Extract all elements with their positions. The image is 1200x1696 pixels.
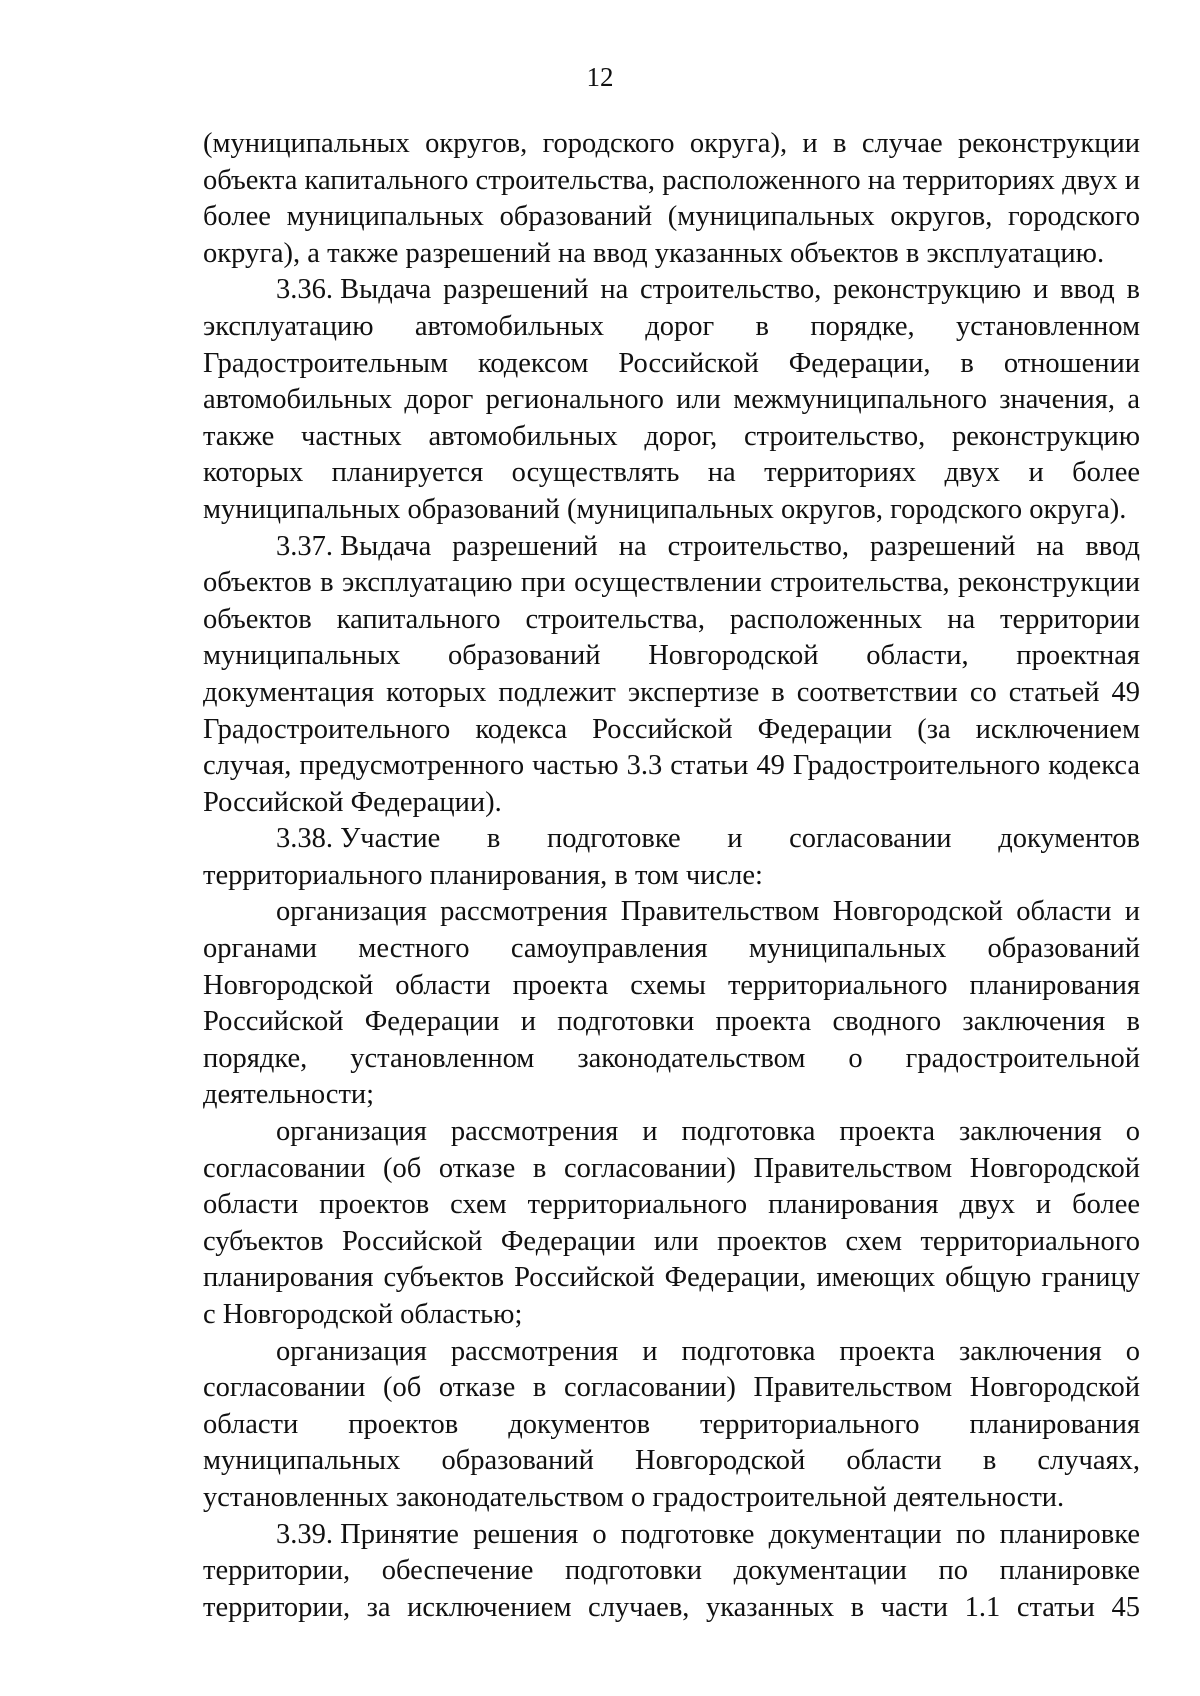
- clause-3-37: [203, 529, 1140, 822]
- sub-item-1: [203, 894, 1140, 1114]
- document-body: [203, 126, 1140, 1626]
- clause-3-36: [203, 272, 1140, 528]
- clause-text: Принятие решения о подготовке документации по планировке территории, обеспечение подготовки документации по планировке территории, за исключением случаев, указанных в части 1.1 статьи 45: [203, 1518, 1140, 1623]
- paragraph-text: (муниципальных округов, городского округа), и в случае реконструкции объекта капитального строительства, расположенного на территориях двух и более муниципальных образований (муниципальных округов, городского округа), а также разрешений на ввод указанных объектов в эксплуатацию.: [203, 128, 1140, 269]
- clause-number: 3.37.: [276, 530, 333, 562]
- sub-item-text: организация рассмотрения и подготовка проекта заключения о согласовании (об отказе в согласовании) Правительством Новгородской области проектов документов территориального планирования муниципальных образований Новгородской области в случаях, установленных законодательством о градостроительной деятельности.: [203, 1335, 1140, 1513]
- clause-3-39: [203, 1517, 1140, 1627]
- clause-text: Выдача разрешений на строительство, разрешений на ввод объектов в эксплуатацию при осуществлении строительства, реконструкции объектов капитального строительства, расположенных на территории муниципальных образований Новгородской области, проектная документация которых подлежит экспертизе в соответствии со статьей 49 Градостроительного кодекса Российской Федерации (за исключением случая, предусмотренного частью 3.3 статьи 49 Градостроительного кодекса Российской Федерации).: [203, 530, 1140, 818]
- clause-number: 3.36.: [276, 274, 333, 306]
- clause-text: Участие в подготовке и согласовании документов территориального планирования, в том числе:: [203, 823, 1140, 891]
- sub-item-text: организация рассмотрения и подготовка проекта заключения о согласовании (об отказе в согласовании) Правительством Новгородской области проектов схем территориального планирования двух и более субъектов Российской Федерации или проектов схем территориального планирования субъектов Российской Федерации, имеющих общую границу с Новгородской областью;: [203, 1116, 1140, 1330]
- paragraph-continuation: [203, 126, 1140, 272]
- clause-number: 3.39.: [276, 1518, 333, 1550]
- sub-item-text: организация рассмотрения Правительством Новгородской области и органами местного самоуправления муниципальных образований Новгородской области проекта схемы территориального планирования Российской Федерации и подготовки проекта сводного заключения в порядке, установленном законодательством о градостроительной деятельности;: [203, 896, 1140, 1111]
- sub-item-3: [203, 1334, 1140, 1517]
- clause-3-38: [203, 821, 1140, 894]
- sub-item-2: [203, 1114, 1140, 1334]
- clause-text: Выдача разрешений на строительство, реконструкцию и ввод в эксплуатацию автомобильных дорог в порядке, установленном Градостроительным кодексом Российской Федерации, в отношении автомобильных дорог регионального или межмуниципального значения, а также частных автомобильных дорог, строительство, реконструкцию которых планируется осуществлять на территориях двух и более муниципальных образований (муниципальных округов, городского округа).: [203, 274, 1140, 525]
- page-number: 12: [586, 62, 614, 92]
- clause-number: 3.38.: [276, 823, 333, 855]
